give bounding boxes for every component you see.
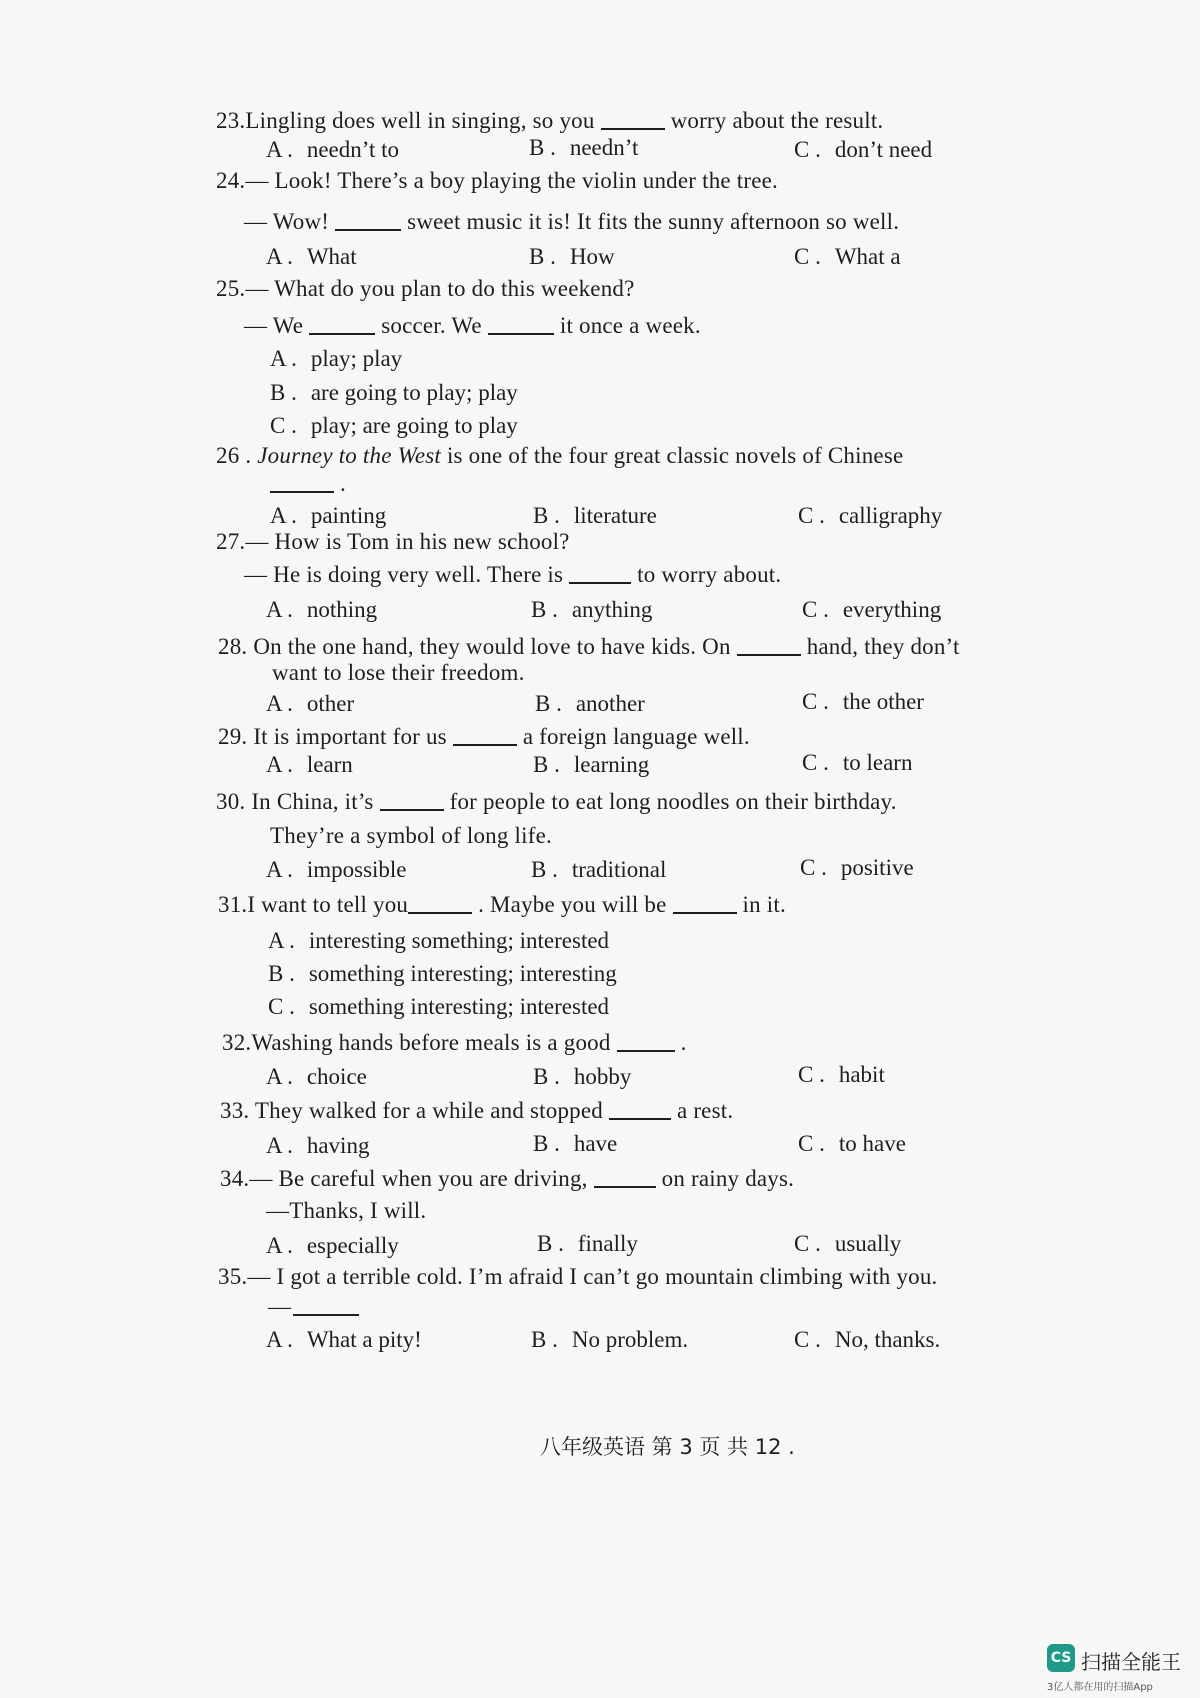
question-25-stem: 25.— What do you plan to do this weekend? [216,276,635,301]
question-30-stem: 30. In China, it’s for people to eat long noodles on their birthday. [216,789,897,814]
option-c: C . usually [794,1231,902,1256]
option-b: B . No problem. [531,1327,689,1352]
watermark-app-name: 扫描全能王 [1081,1650,1181,1674]
question-31-stem: 31.I want to tell you . Maybe you will be in it. [218,892,786,917]
option-b: B . are going to play; play [270,380,518,405]
question-23-stem: 23.Lingling does well in singing, so you worry about the result. [216,108,884,133]
question-27-reply: — He is doing very well. There is to worry about. [244,562,782,587]
option-c: C . to learn [802,750,913,775]
answer-blank [309,333,375,335]
question-34-stem: 34.— Be careful when you are driving, on rainy days. [220,1166,795,1191]
answer-blank [594,1186,656,1188]
option-c: C . What a [794,244,901,269]
answer-blank [293,1314,359,1316]
option-c: C . No, thanks. [794,1327,941,1352]
option-c: C . everything [802,597,942,622]
option-c: C . habit [798,1062,885,1087]
option-a: A . other [266,691,355,716]
answer-blank [408,912,472,914]
option-b: B . anything [531,597,653,622]
question-34-reply: —Thanks, I will. [266,1198,427,1223]
question-35-stem: 35.— I got a terrible cold. I’m afraid I can’t go mountain climbing with you. [218,1264,938,1289]
option-b: B . have [533,1131,618,1156]
option-c: C . don’t need [794,137,933,162]
option-b: B . something interesting; interesting [268,961,617,986]
option-b: B . learning [533,752,650,777]
question-27-stem: 27.— How is Tom in his new school? [216,529,570,554]
question-33-stem: 33. They walked for a while and stopped a rest. [220,1098,734,1123]
option-a: A . What [266,244,357,269]
option-a: A . needn’t to [266,137,400,162]
watermark-tagline: 3亿人都在用的扫描App [1047,1682,1153,1693]
camscanner-logo-icon: CS [1047,1644,1075,1672]
option-c: C . the other [802,689,924,714]
option-a: A . painting [270,503,387,528]
question-35-reply: — [268,1293,365,1321]
answer-blank [569,582,631,584]
question-28-stem: 28. On the one hand, they would love to have kids. On hand, they don’t [218,634,960,659]
answer-blank [673,912,737,914]
answer-blank [380,809,444,811]
question-24-reply: — Wow! sweet music it is! It fits the sunny afternoon so well. [244,209,900,234]
option-b: B . literature [533,503,657,528]
answer-blank [737,654,801,656]
page-footer: 八年级英语 第 3 页 共 12 . [540,1435,795,1459]
answer-blank [617,1050,675,1052]
option-a: A . What a pity! [266,1327,422,1352]
question-29-stem: 29. It is important for us a foreign language well. [218,724,750,749]
answer-blank [488,333,554,335]
option-a: A . play; play [270,346,403,371]
option-b: B . How [529,244,615,269]
answer-blank [453,744,517,746]
answer-blank [335,229,401,231]
answer-blank [270,491,334,493]
option-a: A . choice [266,1064,367,1089]
option-b: B . another [535,691,645,716]
question-25-reply: — We soccer. We it once a week. [244,313,701,338]
option-b: B . hobby [533,1064,632,1089]
option-c: C . something interesting; interested [268,994,610,1019]
option-a: A . nothing [266,597,378,622]
question-26-stem: 26 . Journey to the West is one of the four great classic novels of Chinese [216,443,904,468]
option-b: B . finally [537,1231,638,1256]
question-26-blank-line: . [270,470,346,498]
option-a: A . learn [266,752,353,777]
option-a: A . impossible [266,857,407,882]
question-24-stem: 24.— Look! There’s a boy playing the violin under the tree. [216,168,778,193]
question-30-stem-cont: They’re a symbol of long life. [270,823,552,848]
question-28-stem-cont: want to lose their freedom. [272,660,525,685]
option-a: A . interesting something; interested [268,928,610,953]
option-a: A . having [266,1133,370,1158]
option-b: B . needn’t [529,135,639,160]
option-c: C . to have [798,1131,906,1156]
option-c: C . calligraphy [798,503,943,528]
option-c: C . positive [800,855,914,880]
option-b: B . traditional [531,857,667,882]
answer-blank [601,128,665,130]
question-32-stem: 32.Washing hands before meals is a good . [222,1030,687,1055]
answer-blank [609,1118,671,1120]
scanner-watermark [1047,1644,1187,1694]
option-c: C . play; are going to play [270,413,518,438]
option-a: A . especially [266,1233,399,1258]
